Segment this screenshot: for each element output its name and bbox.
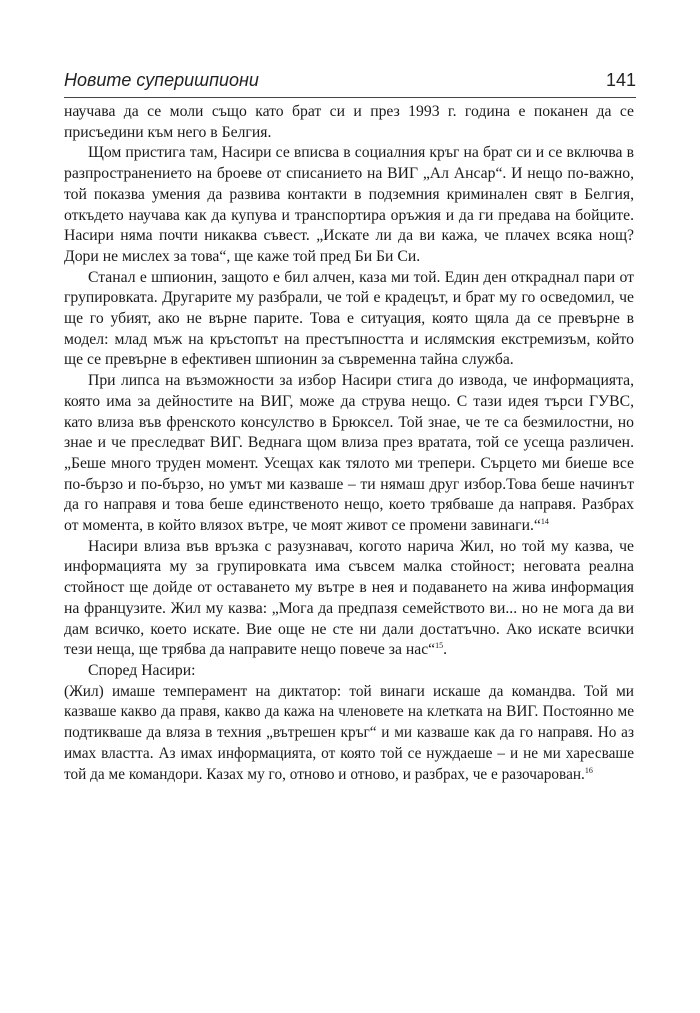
header-rule [64, 97, 636, 98]
body-text [64, 102, 634, 785]
paragraph: Станал е шпионин, защото е бил алчен, каза ми той. Един ден откраднал пари от групировката. Другарите му разбрали, че той е крадецът, и брат му го осведомил, че ще го убият, ако не върне парите. Това е ситуация, която щяла да се превърне в модел: млад мъж на кръстопът на престъпността и ислямския екстремизъм, който ще се превърне в ефективен шпионин за съвременна тайна служба. [64, 268, 634, 369]
page-header [64, 70, 636, 94]
page-number: 141 [605, 70, 636, 90]
footnote-ref: 15 [435, 641, 444, 651]
paragraph: При липса на възможности за избор Насири стига до извода, че информацията, която има за дейностите на ВИГ, може да струва нещо. С тази идея търси ГУВС, като влиза във френското консулство в Брюксел. Той знае, че те са безмилостни, но знае и че преследват ВИГ. Веднага щом влиза през вратата, той се усеща различен. „Беше много труден момент. Усещах как тялото ми трепери. Сърцето ми биеше все по-бързо и по-бързо, но умът ми казваше – ти нямаш друг избор.Това беше начинът да го направя и това беше единственото нещо, което трябваше да направя. Разбрах от момента, в който влязох вътре, че моят живот се промени завинаги.“$^{14}$ [64, 372, 634, 535]
paragraph: Насири влиза във връзка с разузнавач, когото нарича Жил, но той му казва, че информацията му за групировката има съвсем малка стойност; неговата реална стойност ще дойде от оставането му вътре в нея и подаването на жива информация на французите. Жил му казва: „Мога да предпазя семейството ви... но не мога да ви дам всичко, което искате. Вие още не сте ни дали достатъчно. Ако искате всички тези неща, ще трябва да направите нещо повече за нас“$^{15}$. [64, 537, 634, 659]
footnote-ref: 16 [584, 765, 593, 775]
paragraph: Щом пристига там, Насири се вписва в социалния кръг на брат си и се включва в разпространението на броеве от списанието на ВИГ „Ал Ансар“. И нещо по-важно, той показва умения да развива контакти в подземния криминален свят в Белгия, откъдето научава как да купува и транспортира оръжия и да ги предава на бойците. Насири няма почти никаква съвест. „Искате ли да ви кажа, че плачех всяка нощ? Дори не мислех за това“, ще каже той пред Би Би Си. [64, 144, 634, 265]
block-quote: (Жил) имаше темперамент на диктатор: той винаги искаше да командва. Той ми казваше какво да правя, какво да кажа на членовете на клетката на ВИГ. Постоянно ме подтикваше да вляза в техния „вътрешен кръг“ и ми казваше как да го направя. Но аз имах властта. Аз имах информацията, от която той се нуждаеше – и не ми харесваше той да ме командори. Казах му го, отново и отново, и разбрах, че е разочарован.$^{16}$ [64, 682, 634, 783]
running-head: Новите суперишпиони [64, 70, 259, 90]
footnote-ref: 14 [540, 516, 549, 526]
paragraph: Според Насири: [88, 661, 196, 679]
paragraph: научава да се моли също като брат си и през 1993 г. година е поканен да се присъедини към него в Белгия. [64, 103, 634, 141]
